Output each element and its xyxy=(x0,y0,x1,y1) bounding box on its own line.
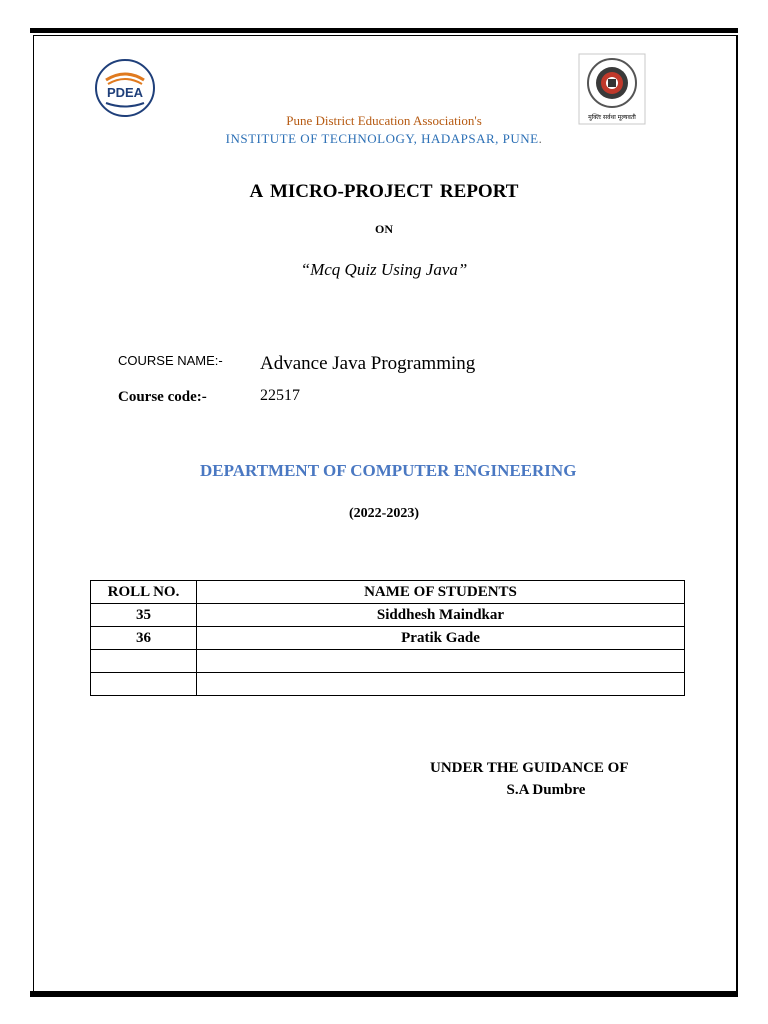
table-header-row xyxy=(91,581,685,604)
guide-name: S.A Dumbre xyxy=(506,782,586,798)
pdea-logo xyxy=(94,58,156,118)
table-row xyxy=(91,650,685,673)
association-name: Pune District Education Association's xyxy=(286,113,482,128)
roll-no-cell xyxy=(91,673,197,696)
academic-year: (2022-2023) xyxy=(349,506,419,521)
course-code-value: 22517 xyxy=(260,387,300,404)
student-name-cell xyxy=(197,673,685,696)
student-name-cell xyxy=(197,650,685,673)
page-border-top xyxy=(30,28,738,33)
pdea-logo-text: PDEA xyxy=(106,85,144,100)
course-name-value: Advance Java Programming xyxy=(260,353,476,374)
course-code-label: Course code:- xyxy=(118,389,207,405)
department-name: DEPARTMENT OF COMPUTER ENGINEERING xyxy=(200,461,577,480)
table-row xyxy=(91,604,685,627)
institute-emblem-motto: मुक्तिः सर्वथा मूल्यवती xyxy=(588,114,636,121)
project-subject: “Mcq Quiz Using Java” xyxy=(300,260,468,279)
roll-no-cell: 35 xyxy=(91,604,197,627)
institute-name: INSTITUTE OF TECHNOLOGY, HADAPSAR, PUNE. xyxy=(225,131,543,146)
course-name-label: COURSE NAME:- xyxy=(118,353,223,368)
header-roll-no: ROLL NO. xyxy=(91,581,197,604)
student-name-cell: Siddhesh Maindkar xyxy=(197,604,685,627)
report-on: ON xyxy=(375,222,393,236)
guidance-label: UNDER THE GUIDANCE OF xyxy=(430,760,629,776)
table-row xyxy=(91,627,685,650)
table-row xyxy=(91,673,685,696)
page-border-bottom xyxy=(30,991,738,997)
roll-no-cell: 36 xyxy=(91,627,197,650)
student-name-cell: Pratik Gade xyxy=(197,627,685,650)
header-student-name: NAME OF STUDENTS xyxy=(197,581,685,604)
report-title: A MICRO-PROJECT REPORT xyxy=(249,181,519,202)
students-table xyxy=(90,580,685,696)
roll-no-cell xyxy=(91,650,197,673)
